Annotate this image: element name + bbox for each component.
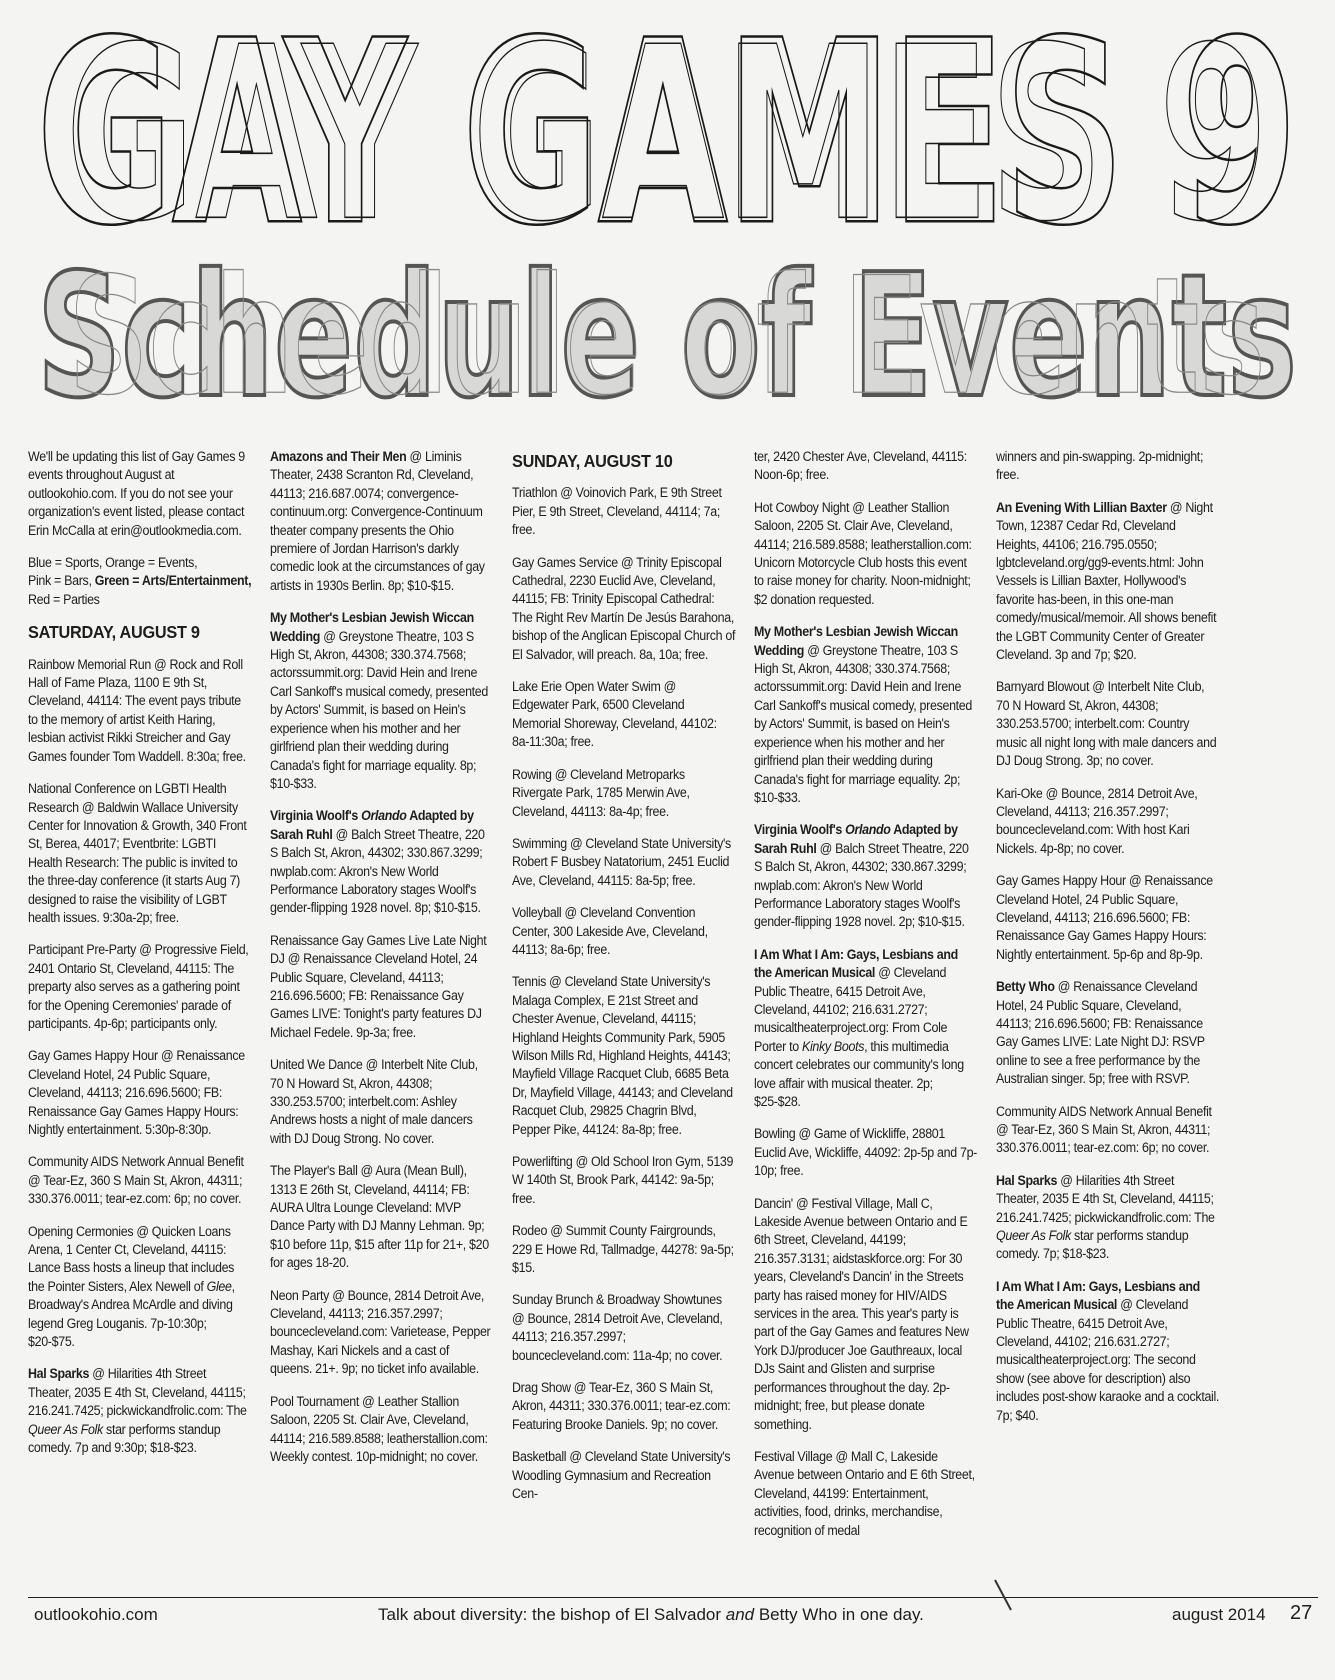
event-name: Betty Who [996, 979, 1055, 995]
event-name: Hal Sparks [28, 1366, 90, 1382]
event-details: @ Balch Street Theatre, 220 S Balch St, Akron, 44302; 330.867.3299; nwplab.com: Akron's New World Performance Laboratory stages Woolf's gender-flipping 1928 novel. 8p; $10-$15. [270, 826, 485, 916]
event-name: My Mother's Lesbian Jewish Wiccan Wedding [754, 624, 958, 658]
event-details: @ Cleveland Convention Center, 300 Lakeside Ave, Cleveland, 44113; 8a-6p; free. [512, 905, 708, 957]
event-listing [754, 1195, 977, 1434]
event-listing [996, 1172, 1219, 1264]
event-listing [512, 766, 735, 821]
event-name: Bowling [754, 1126, 796, 1142]
footer-divider [28, 1597, 1318, 1598]
footer-issue: august 2014 [1172, 1605, 1266, 1624]
event-name: Basketball [512, 1449, 567, 1465]
footer-site: outlookohio.com [34, 1605, 158, 1624]
event-name: Drag Show [512, 1380, 571, 1396]
column-2 [270, 448, 493, 1480]
event-name: Kari-Oke [996, 785, 1043, 801]
event-details: @ Trinity Episcopal Cathedral, 2230 Euclid Ave, Cleveland, 44115; FB: Trinity Episcopal Cathedral: The Right Rev Martín De Jesús Barahona, bishop of the Anglican Episcopal Church of El Salvador, will preach. 8a, 10a; free. [512, 554, 736, 662]
event-details: @ Cleveland Metroparks Rivergate Park, 1785 Merwin Ave, Cleveland, 44113: 8a-4p; free. [512, 766, 690, 819]
event-listing [28, 941, 251, 1033]
event-listing [754, 1125, 977, 1180]
event-name: I Am What I Am: Gays, Lesbians and the American Musical [996, 1278, 1200, 1313]
event-details: @ Greystone Theatre, 103 S High St, Akron, 44308; 330.374.7568; actorssummit.org: David Hein and Irene Carl Sankoff's musical comedy, presented by Actors' Summit, is based on Hein's experience when his mother and her girlfriend plan their wedding during Canada's fight for marriage equality. 8p; $10-$33. [270, 628, 489, 791]
event-listing [28, 1153, 251, 1208]
footer-tagline-italic: and [725, 1605, 755, 1624]
event-listing [512, 1153, 735, 1208]
event-details: star performs standup comedy. 7p and 9:30p; $18-$23. [28, 1421, 221, 1456]
event-details: @ Edgewater Park, 6500 Cleveland Memorial Shoreway, Cleveland, 44102: 8a-11:30a; free. [512, 679, 717, 750]
event-listing [512, 1291, 735, 1365]
event-details: @ Balch Street Theatre, 220 S Balch St, Akron, 44302; 330.867.3299; nwplab.com: Akron's New World Performance Laboratory stages Woolf's gender-flipping 1928 novel. 2p; $10-$15. [754, 840, 969, 930]
column-1 [28, 448, 251, 1472]
event-listing [28, 1365, 251, 1457]
event-listing [270, 448, 493, 595]
event-listing [512, 904, 735, 959]
event-name: Virginia Woolf's [754, 822, 846, 838]
event-details: @ Mall C, Lakeside Avenue between Ontario and E 6th Street, Cleveland, 44199: Entertainment, activities, food, drinks, merchandise, recognition of medal [754, 1448, 975, 1538]
event-details: , this multimedia concert celebrates our community's long love affair with musical theater. 2p; $25-$28. [754, 1038, 964, 1109]
event-listing [270, 1393, 493, 1467]
event-details: @ Summit County Fairgrounds, 229 E Howe Rd, Tallmadge, 44278: 9a-5p; $15. [512, 1223, 734, 1276]
event-name: Gay Games Happy Hour [28, 1048, 158, 1064]
event-details: @ Renaissance Cleveland Hotel, 24 Public Square, Cleveland, 44113; 216.696.5600; FB: Renaissance Gay Games LIVE: Tonight's party features DJ Michael Fedele. 9p-3a; free. [270, 951, 482, 1040]
event-listing [996, 499, 1219, 665]
event-name: Dancin' [754, 1195, 793, 1211]
event-continuation: winners and pin-swapping. 2p-midnight; free. [996, 449, 1204, 483]
event-details: @ Cleveland Public Theatre, 6415 Detroit Ave, Cleveland, 44102; 216.631.2727; musicaltheaterproject.org: The second show (see above for description) also includes post-show karaoke and a cocktail. 7p; $40. [996, 1297, 1220, 1423]
event-listing [754, 499, 977, 609]
event-listing [512, 1379, 735, 1434]
event-name: Festival Village [754, 1448, 833, 1464]
event-name: Adapted by Sarah Ruhl [754, 822, 958, 856]
event-name: Participant Pre-Party [28, 942, 137, 958]
event-columns [28, 448, 1318, 1588]
event-details: star performs standup comedy. 7p; $18-$23. [996, 1228, 1189, 1262]
color-legend [28, 554, 251, 609]
event-name: Virginia Woolf's [270, 808, 362, 824]
event-name: Barnyard Blowout [996, 679, 1090, 695]
event-details: @ Renaissance Cleveland Hotel, 24 Public Square, Cleveland, 44113; 216.696.5600; FB: Renaissance Gay Games LIVE: Late Night DJ: RSVP online to see a free performance by the Australian singer. 5p; free with RSVP. [996, 979, 1205, 1087]
event-name: Adapted by Sarah Ruhl [270, 808, 474, 842]
event-listing [512, 973, 735, 1139]
event-listing [270, 1287, 493, 1379]
event-listing [512, 835, 735, 890]
event-details: @ Hilarities 4th Street Theater, 2035 E 4th St, Cleveland, 44115; 216.241.7425; pickwickandfrolic.com: The [28, 1366, 247, 1419]
event-details: @ Renaissance Cleveland Hotel, 24 Public Square, Cleveland, 44113; 216.696.5600; FB: Renaissance Gay Games Happy Hours: Nightly entertainment. 5:30p-8:30p. [28, 1048, 245, 1137]
event-details: @ Night Town, 12387 Cedar Rd, Cleveland Heights, 44106; 216.795.0550; lgbtcleveland.org/gg9-events.html: John Vessels is Lillian Baxter, Hollywood's favorite has-been, in this one-man comedy/musical/memoir. All shows benefit the LGBT Community Center of Greater Cleveland. 3p and 7p; $20. [996, 499, 1217, 663]
event-name: Powerlifting [512, 1154, 573, 1169]
masthead-subtitle: Schedule of Events [37, 238, 1297, 436]
event-listing [754, 821, 977, 931]
event-name: Rowing [512, 766, 552, 782]
event-details: @ Tear-Ez, 360 S Main St, Akron, 44311; 330.376.0011; tear-ez.com: 6p; no cover. [996, 1122, 1211, 1156]
event-details: @ Bounce, 2814 Detroit Ave, Cleveland, 44113; 216.357.2997; bouncecleveland.com: 11a-4p; no cover. [512, 1310, 723, 1363]
event-name: Amazons and Their Men [270, 449, 407, 464]
event-details: @ Game of Wickliffe, 28801 Euclid Ave, Wickliffe, 44092: 2p-5p and 7p-10p; free. [754, 1126, 977, 1179]
event-listing [996, 872, 1219, 964]
event-name: Hot Cowboy Night [754, 499, 850, 515]
event-listing [754, 946, 977, 1112]
intro-paragraph: We'll be updating this list of Gay Games 9 events throughout August at outlookohio.com. If you do not see your organization's event listed, please contact Erin McCalla at erin@outlookmedia.com. [28, 449, 245, 538]
event-name: Gay Games Service [512, 554, 618, 570]
event-listing [512, 1448, 735, 1503]
event-details-italic: Queer As Folk [996, 1228, 1071, 1244]
event-details: @ Progressive Field, 2401 Ontario St, Cleveland, 44115: The preparty also serves as a gathering point for the Opening Ceremonies' parade of participants. 4p-6p; participants only. [28, 942, 249, 1031]
event-details: @ Cleveland State University's Malaga Complex, E 21st Street and Chester Avenue, Cleveland, 44115; Highland Heights Community Park, 5905 Wilson Mills Rd, Highland Heights, 44143; Mayfield Village Racquet Club, 6685 Beta Dr, Mayfield Village, 44143; and Cleveland Racquet Club, 29825 Chagrin Blvd, Pepper Pike, 44124: 8a-8p; free. [512, 974, 733, 1137]
event-details-italic: Queer As Folk [28, 1421, 103, 1437]
event-listing [996, 1278, 1219, 1425]
event-details: @ Bounce, 2814 Detroit Ave, Cleveland, 44113; 216.357.2997; bouncecleveland.com: With host Kari Nickels. 4p-8p; no cover. [996, 785, 1198, 856]
footer-tagline [378, 1605, 924, 1625]
masthead [0, 0, 1335, 440]
event-listing [28, 656, 251, 766]
event-name: Sunday Brunch & Broadway Showtunes [512, 1292, 722, 1308]
event-details: @ Hilarities 4th Street Theater, 2035 E 4th St, Cleveland, 44115; 216.241.7425; pickwickandfrolic.com: The [996, 1172, 1215, 1225]
event-name: The Player's Ball [270, 1163, 358, 1179]
event-details: @ Baldwin Wallace University Center for Innovation & Growth, 340 Front St, Berea, 44017; Eventbrite: LGBTI Health Research: The public is invited to the three-day conference (it starts Aug 7) designed to raise the visibility of LGBT health issues. 9:30a-2p; free. [28, 799, 247, 925]
event-details: @ Rock and Roll Hall of Fame Plaza, 1100 E 9th St, Cleveland, 44114: The event pays tribute to the memory of artist Keith Haring, lesbian activist Rikki Streicher and Gay Games founder Tom Waddell. 8:30a; free. [28, 656, 246, 764]
event-name: An Evening With Lillian Baxter [996, 499, 1167, 515]
event-name: Renaissance Gay Games Live Late Night DJ [270, 932, 487, 967]
event-details: @ Old School Iron Gym, 5139 W 140th St, Brook Park, 44142: 9a-5p; free. [512, 1154, 734, 1206]
event-name: Swimming [512, 835, 567, 851]
event-details: @ Cleveland Public Theatre, 6415 Detroit Ave, Cleveland, 44102; 216.631.2727; musicaltheaterproject.org: From Cole Porter to [754, 965, 948, 1054]
event-details: @ Tear-Ez, 360 S Main St, Akron, 44311; 330.376.0011; tear-ez.com: Featuring Brooke Daniels. 9p; no cover. [512, 1380, 731, 1432]
event-details: @ Liminis Theater, 2438 Scranton Rd, Cleveland, 44113; 216.687.0074; convergence-continuum.org: Convergence-Continuum theater company presents the Ohio premiere of Jordan Harrison's darkly comedic look at the circumstances of gay artists in 1930s Berlin. 8p; $10-$15. [270, 449, 485, 593]
event-details: @ Interbelt Nite Club, 70 N Howard St, Akron, 44308; 330.253.5700; interbelt.com: Ashley Andrews hosts a night of male dancers with DJ Doug Strong. No cover. [270, 1057, 478, 1146]
legend-arts: Green = Arts/Entertainment, [94, 573, 252, 589]
legend-bars: Pink = Bars, [28, 573, 95, 589]
event-name: Community AIDS Network Annual Benefit [28, 1154, 244, 1170]
event-listing [512, 554, 735, 664]
event-name: Hal Sparks [996, 1172, 1058, 1188]
event-details: @ Festival Village, Mall C, Lakeside Avenue between Ontario and E 6th Street, Cleveland, 44199; 216.357.3131; aidstaskforce.org: For 30 years, Cleveland's Dancin' in the Streets party has raised money for HIV/AIDS services in the area. This year's party is part of the Gay Games and features New York DJ/producer Joe Gauthreaux, local DJs Saint and Glisten and surprise performances throughout the day. 2p-midnight; free, but please donate something. [754, 1195, 969, 1432]
event-listing [270, 932, 493, 1042]
event-name: Pool Tournament [270, 1393, 360, 1409]
event-name: National Conference on LGBTI Health Research [28, 781, 227, 815]
event-details: @ Quicken Loans Arena, 1 Center Ct, Cleveland, 44115: Lance Bass hosts a lineup that includes the Pointer Sisters, Alex Newell of [28, 1223, 235, 1294]
legend-sports-events: Blue = Sports, Orange = Events, [28, 555, 198, 571]
event-name: Volleyball [512, 905, 562, 921]
event-listing [28, 780, 251, 927]
event-name: Rodeo [512, 1223, 548, 1239]
event-listing [996, 1103, 1219, 1158]
event-listing [754, 623, 977, 807]
event-name: Gay Games Happy Hour [996, 873, 1126, 889]
event-details: @ Interbelt Nite Club, 70 N Howard St, Akron, 44308; 330.253.5700; interbelt.com: Country music all night long with male dancers and DJ Doug Strong. 3p; no cover. [996, 679, 1217, 769]
event-name: My Mother's Lesbian Jewish Wiccan Wedding [270, 610, 474, 644]
event-name: Opening Cermonies [28, 1223, 134, 1239]
event-details: @ Tear-Ez, 360 S Main St, Akron, 44311; 330.376.0011; tear-ez.com: 6p; no cover. [28, 1172, 243, 1207]
event-listing [512, 484, 735, 539]
event-name: Community AIDS Network Annual Benefit [996, 1103, 1212, 1119]
event-name-italic: Orlando [845, 822, 891, 838]
event-listing [270, 609, 493, 793]
day-heading-sunday: SUNDAY, AUGUST 10 [512, 451, 673, 471]
masthead-art [0, 0, 1335, 440]
event-details: @ Aura (Mean Bull), 1313 E 26th St, Cleveland, 44114; FB: AURA Ultra Lounge Cleveland: MVP Dance Party with DJ Manny Lehman. 9p; $10 before 11p, $15 after 11p for 21+, $20 for ages 18-20. [270, 1163, 489, 1271]
event-details: @ Renaissance Cleveland Hotel, 24 Public Square, Cleveland, 44113; 216.696.5600; FB: Renaissance Gay Games Happy Hours: Nightly entertainment. 5p-6p and 8p-9p. [996, 873, 1213, 962]
event-name-italic: Orlando [361, 808, 407, 824]
event-name: Neon Party [270, 1287, 330, 1303]
masthead-subtitle-inline: Schedule of Events [68, 243, 1266, 432]
event-details: @ Leather Stallion Saloon, 2205 St. Clair Ave, Cleveland, 44114; 216.589.8588; leatherstallion.com: Weekly contest. 10p-midnight; no cover. [270, 1393, 488, 1464]
footer-tagline-b: Betty Who in one day. [754, 1605, 924, 1624]
event-listing [270, 1056, 493, 1148]
event-listing [754, 1448, 977, 1540]
column-5 [996, 448, 1219, 1439]
event-details: @ Leather Stallion Saloon, 2205 St. Clair Ave, Cleveland, 44114; 216.589.8588; leatherstallion.com: Unicorn Motorcycle Club hosts this event to raise money for charity. Noon-midnight; $2 donation requested. [754, 499, 972, 607]
event-name: United We Dance [270, 1057, 363, 1073]
event-details: , Broadway's Andrea McArdle and diving legend Greg Louganis. 7p-10:30p; $20-$75. [28, 1278, 235, 1350]
masthead-title-inline: GAY GAMES 9 [65, 0, 1269, 275]
event-details: @ Voinovich Park, E 9th Street Pier, E 9th Street, Cleveland, 44114; 7a; free. [512, 485, 722, 538]
event-listing [512, 678, 735, 752]
event-details-italic: Glee [206, 1278, 232, 1294]
event-details: @ Bounce, 2814 Detroit Ave, Cleveland, 44113; 216.357.2997; bouncecleveland.com: Varietease, Pepper Mashay, Kari Nickels and a cast of queens. 21+. 9p; no ticket info available. [270, 1287, 491, 1377]
event-listing [996, 785, 1219, 859]
event-continuation: ter, 2420 Chester Ave, Cleveland, 44115: Noon-6p; free. [754, 449, 967, 483]
event-listing [270, 807, 493, 917]
column-4 [754, 448, 977, 1554]
event-details: @ Cleveland State University's Woodling Gymnasium and Recreation Cen- [512, 1449, 731, 1502]
day-heading-saturday: SATURDAY, AUGUST 9 [28, 622, 200, 643]
event-name: Triathlon [512, 485, 558, 501]
event-name: Lake Erie Open Water Swim [512, 679, 661, 695]
event-listing [28, 1223, 251, 1352]
event-details-italic: Kinky Boots [801, 1038, 865, 1054]
event-details: @ Cleveland State University's Robert F Busbey Natatorium, 2451 Euclid Ave, Cleveland, 44115: 8a-5p; free. [512, 835, 731, 888]
column-3 [512, 448, 735, 1518]
event-listing [996, 678, 1219, 770]
event-name: I Am What I Am: Gays, Lesbians and the American Musical [754, 946, 958, 981]
footer-tagline-a: Talk about diversity: the bishop of El Salvador [378, 1605, 726, 1624]
legend-parties: Red = Parties [28, 591, 100, 607]
event-listing [28, 1047, 251, 1139]
page-number: 27 [1290, 1602, 1313, 1624]
event-listing [270, 1162, 493, 1272]
event-name: Tennis [512, 974, 547, 990]
event-listing [512, 1222, 735, 1277]
masthead-title: GAY GAMES 9 [37, 0, 1297, 279]
event-listing [996, 978, 1219, 1088]
event-details: @ Greystone Theatre, 103 S High St, Akron, 44308; 330.374.7568; actorssummit.org: David Hein and Irene Carl Sankoff's musical comedy, presented by Actors' Summit, is based on Hein's experience when his mother and her girlfriend plan their wedding during Canada's fight for marriage equality. 2p; $10-$33. [754, 642, 973, 805]
event-name: Rainbow Memorial Run [28, 656, 151, 672]
